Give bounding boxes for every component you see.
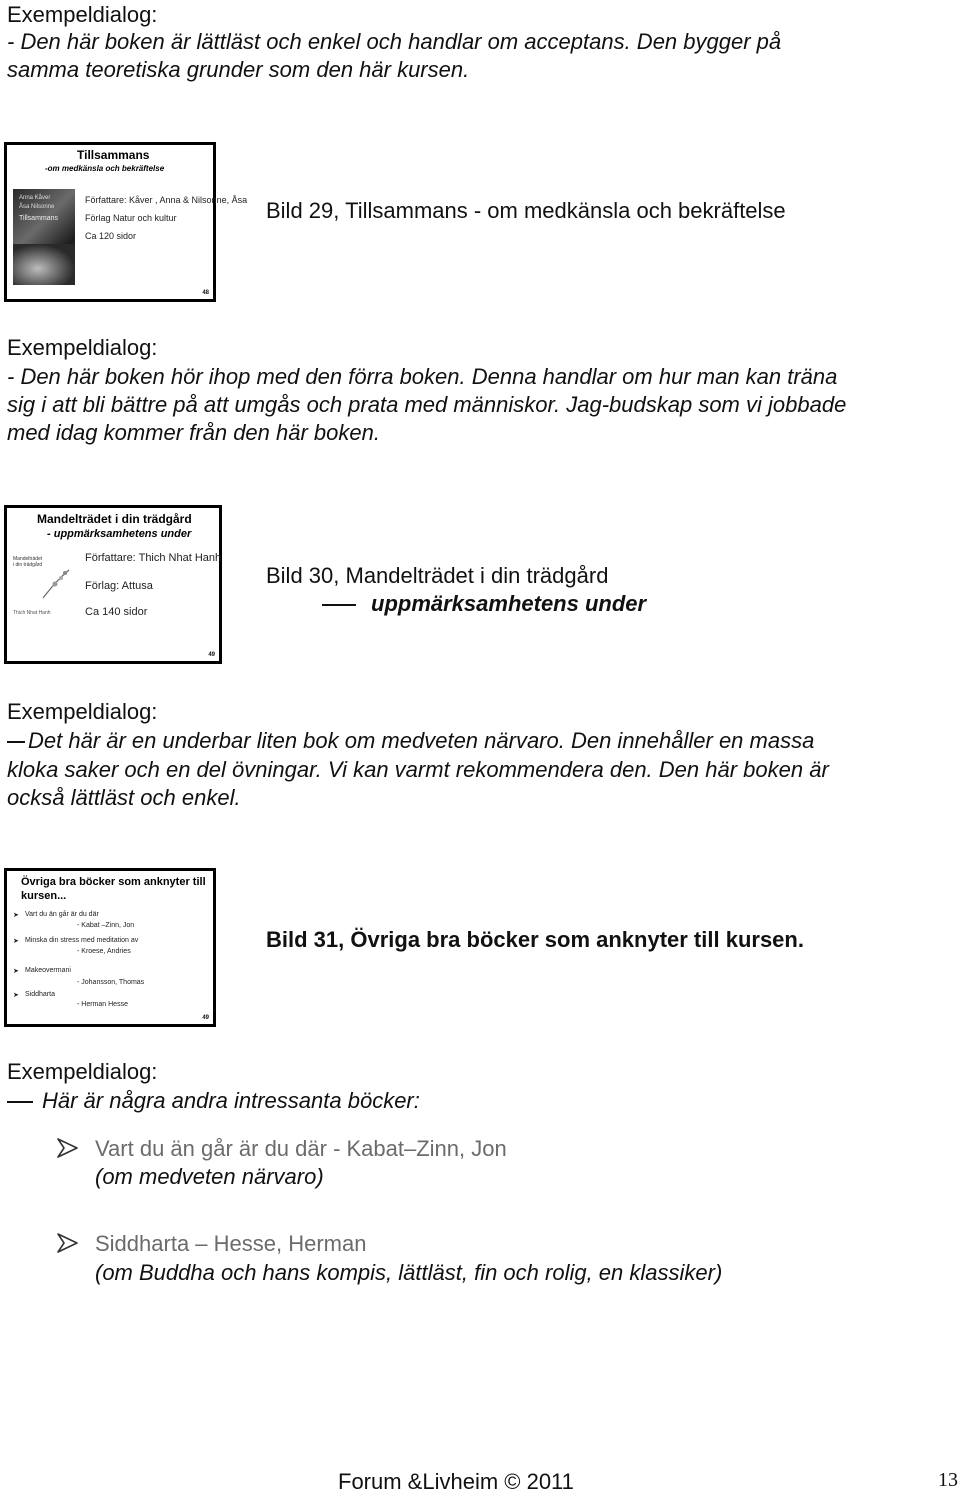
section3-line3: också lättläst och enkel. — [7, 785, 241, 810]
book-cover-image — [13, 189, 75, 285]
slide-line-publisher: Förlag: Attusa — [85, 580, 153, 592]
slide-line-author: Författare: Kåver , Anna & Nilsonne, Åsa — [85, 195, 248, 205]
slide-item-author: - Kabat –Zinn, Jon — [77, 922, 135, 929]
slide-title-line1: Övriga bra böcker som anknyter till — [21, 876, 206, 888]
slide-item-bullet: ➤ — [13, 968, 19, 975]
slide-title: Tillsammans — [77, 148, 150, 162]
section3-line2: kloka saker och en del övningar. Vi kan varmt rekommendera den. Den här boken är — [7, 757, 829, 782]
book-item-note: (om Buddha och hans kompis, lättläst, fin och rolig, en klassiker) — [95, 1260, 723, 1285]
slide-line-pages: Ca 140 sidor — [85, 606, 148, 618]
slide-page-number: 49 — [208, 652, 215, 658]
cover-author: Thich Nhat Hanh — [13, 610, 51, 616]
cover-title: Tillsammans — [19, 215, 59, 222]
slide-subtitle: -om medkänsla och bekräftelse — [45, 164, 165, 173]
slide30-caption-line2: uppmärksamhetens under — [371, 591, 647, 616]
slide-item-title: Minska din stress med meditation av — [25, 937, 139, 944]
book-item-title: Siddharta – Hesse, Herman — [95, 1231, 367, 1256]
slide-page-number: 49 — [202, 1015, 209, 1021]
book-cover-image — [11, 552, 75, 624]
section3-heading: Exempeldialog: — [7, 699, 158, 724]
arrow-bullet-icon — [55, 1136, 81, 1160]
book-item-note: (om medveten närvaro) — [95, 1164, 324, 1189]
section2-line1: - Den här boken hör ihop med den förra boken. Denna handlar om hur man kan träna — [7, 364, 838, 389]
slide-item-bullet: ➤ — [13, 912, 19, 919]
slide-item-author: - Kroese, Andries — [77, 948, 131, 955]
section4-intro: Här är några andra intressanta böcker: — [42, 1088, 420, 1113]
slide-item-bullet: ➤ — [13, 938, 19, 945]
section2-heading: Exempeldialog: — [7, 335, 158, 360]
slide-item-author: - Herman Hesse — [77, 1001, 128, 1008]
slide-item-title: Siddharta — [25, 991, 55, 998]
slide-line-author: Författare: Thich Nhat Hanh — [85, 552, 222, 564]
slide-thumbnail-29 — [4, 142, 248, 302]
slide-thumbnail-30 — [4, 505, 222, 664]
page-number: 13 — [938, 1469, 958, 1491]
section2-line2: sig i att bli bättre på att umgås och prata med människor. Jag-budskap som vi jobbade — [7, 392, 847, 417]
slide-line-pages: Ca 120 sidor — [85, 231, 137, 241]
slide-item-author: - Johansson, Thomas — [77, 979, 145, 986]
slide31-caption: Bild 31, Övriga bra böcker som anknyter till kursen. — [266, 927, 804, 952]
slide-title-line2: kursen... — [21, 890, 67, 902]
section1-line2: samma teoretiska grunder som den här kursen. — [7, 57, 470, 82]
footer-copyright: Forum &Livheim © 2011 — [338, 1469, 574, 1494]
cover-title: Mandelträdet — [13, 556, 43, 562]
slide-item-title: Makeovermani — [25, 967, 71, 974]
slide-line-publisher: Förlag Natur och kultur — [85, 213, 177, 223]
cover-author-1: Anna Kåver — [19, 195, 51, 201]
slide-subtitle: - uppmärksamhetens under — [47, 528, 192, 540]
section1-line1: - Den här boken är lättläst och enkel och handlar om acceptans. Den bygger på — [7, 29, 782, 54]
slide29-caption: Bild 29, Tillsammans - om medkänsla och bekräftelse — [266, 198, 786, 223]
almond-branch-illustration — [41, 566, 71, 600]
slide30-caption-dash — [322, 604, 356, 606]
slide-item-bullet: ➤ — [13, 992, 19, 999]
section4-heading: Exempeldialog: — [7, 1059, 158, 1084]
section4-dash — [7, 1101, 33, 1103]
slide-page-number: 48 — [202, 290, 209, 296]
section1-heading: Exempeldialog: — [7, 2, 158, 27]
section2-line3: med idag kommer från den här boken. — [7, 420, 380, 445]
slide-title: Mandelträdet i din trädgård — [37, 512, 192, 526]
slide-thumbnail-31 — [4, 868, 216, 1027]
slide-item-title: Vart du än går är du där — [25, 911, 99, 918]
slide30-caption-line1: Bild 30, Mandelträdet i din trädgård — [266, 563, 609, 588]
cover-figure-shape — [13, 244, 75, 285]
section3-dash — [7, 741, 25, 743]
arrow-bullet-icon — [55, 1231, 81, 1255]
cover-author-2: Åsa Nilsonne — [19, 204, 55, 210]
book-item-title: Vart du än går är du där - Kabat–Zinn, Jon — [95, 1136, 507, 1161]
cover-subtitle: i din trädgård — [13, 562, 43, 568]
section3-line1: Det här är en underbar liten bok om medveten närvaro. Den innehåller en massa — [28, 728, 815, 753]
